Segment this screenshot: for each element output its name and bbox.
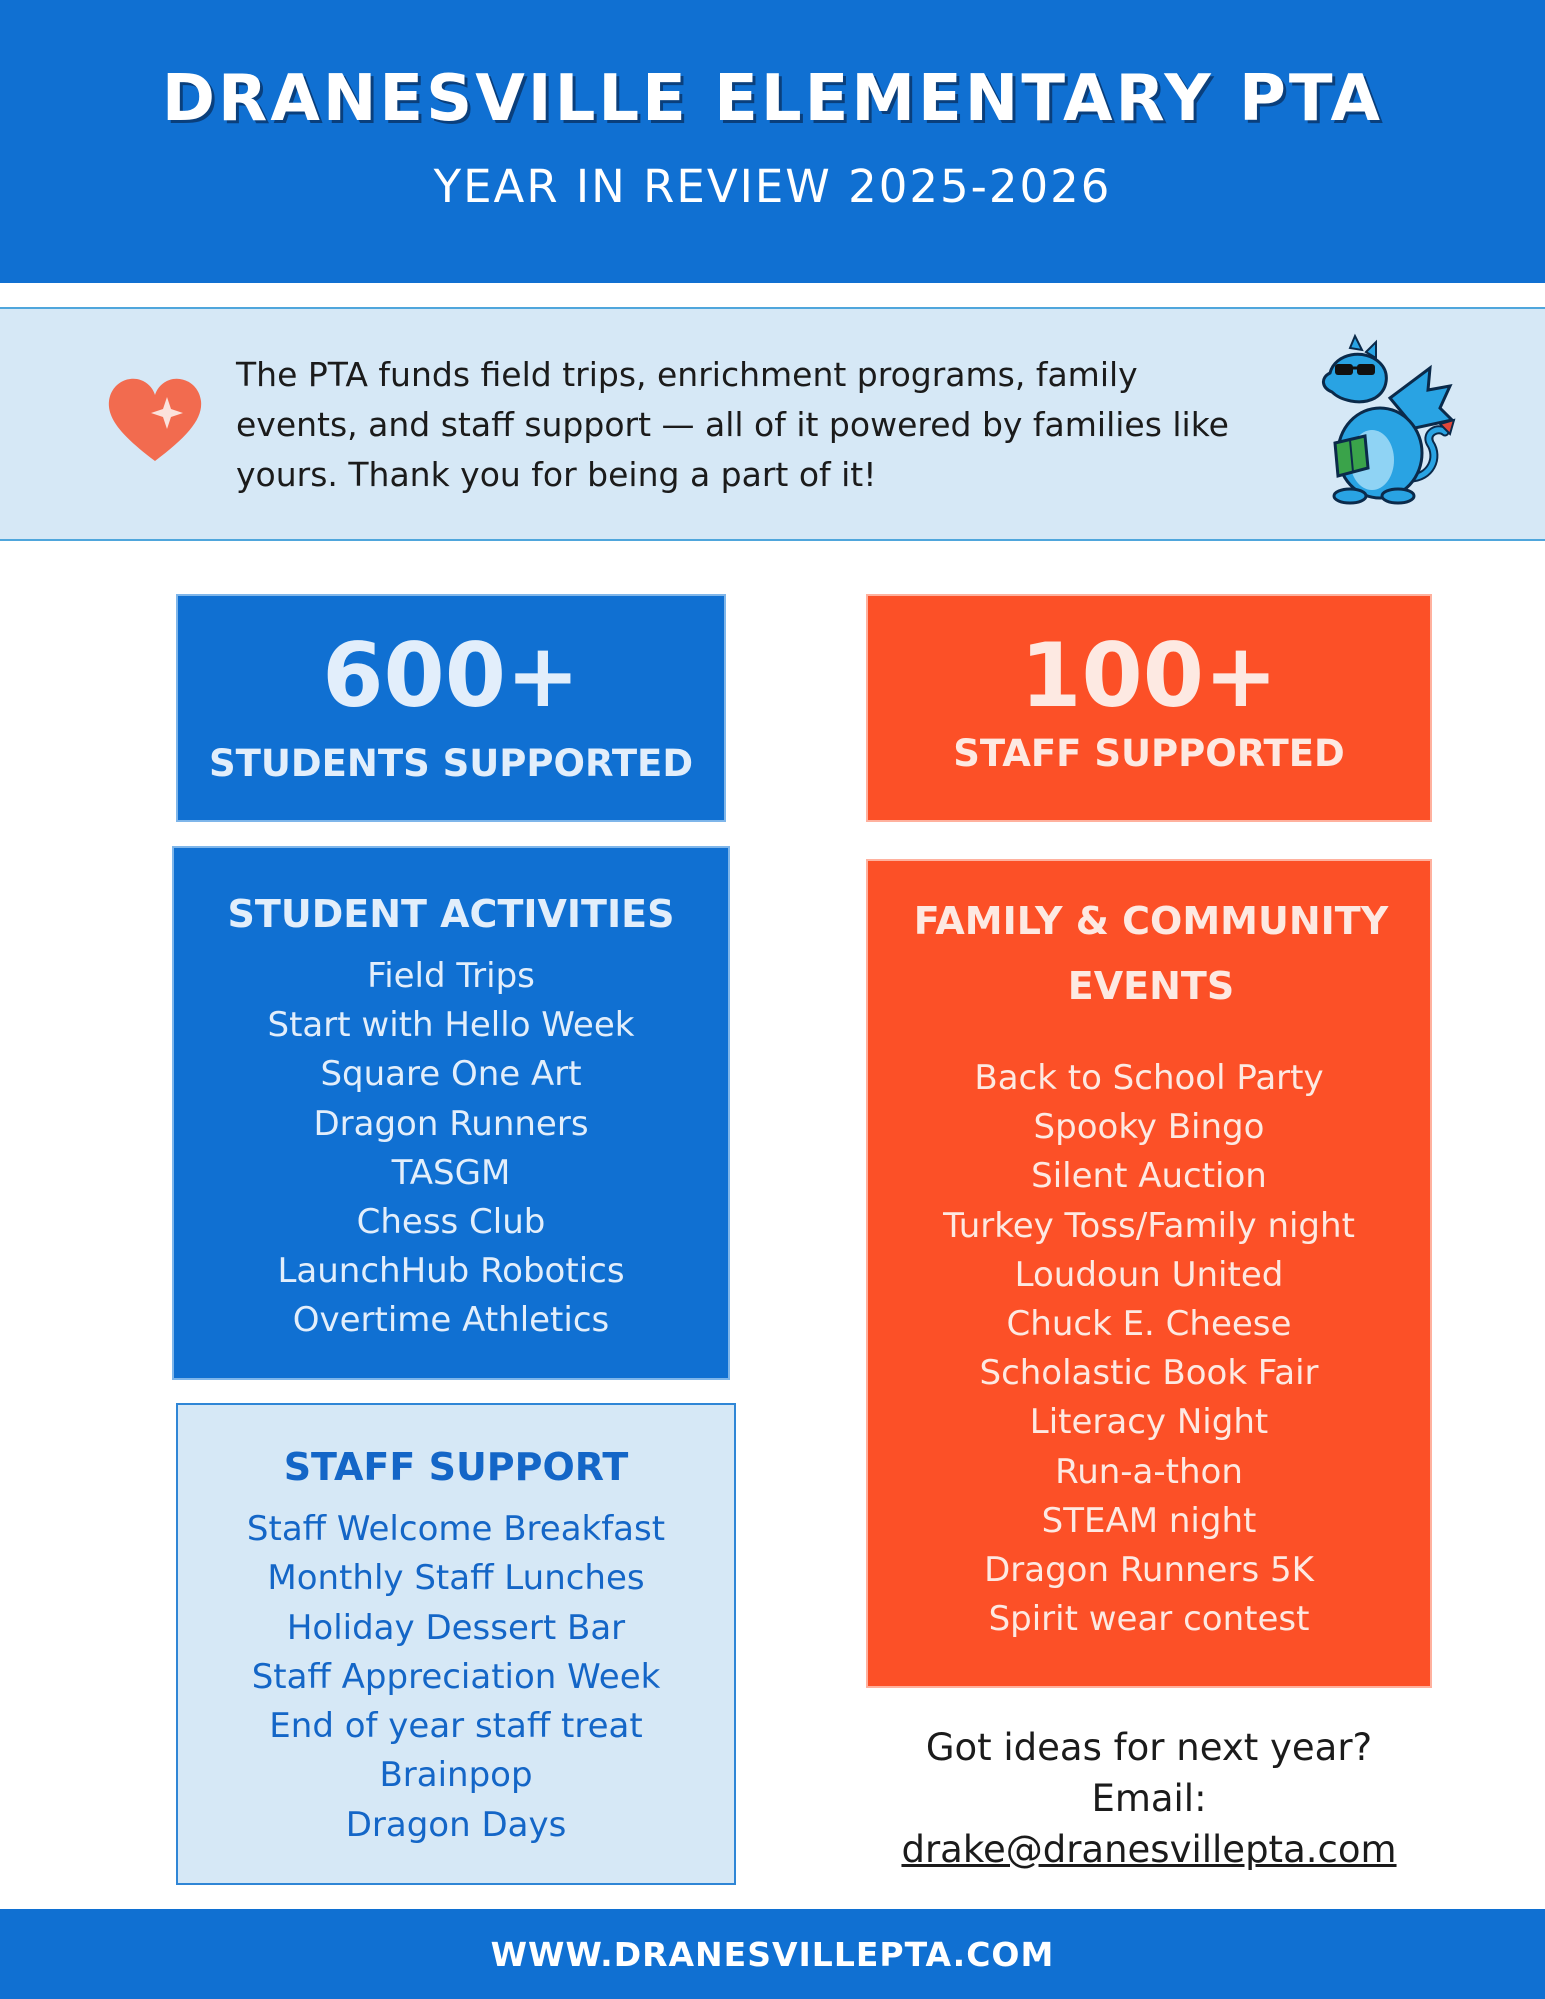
list-item: STEAM night [1041, 1500, 1257, 1541]
list-item: Back to School Party [974, 1058, 1324, 1098]
list-item: Overtime Athletics [292, 1300, 610, 1341]
student-activities-heading: STUDENT ACTIVITIES [227, 892, 675, 936]
heart-sparkle-icon [105, 375, 205, 465]
family-events-heading: FAMILY & COMMUNITY EVENTS [913, 899, 1389, 1008]
staff-support-list [178, 1505, 734, 1850]
contact-email-label: Email: [1091, 1777, 1207, 1820]
footer-banner [0, 1909, 1545, 1999]
staff-label: STAFF SUPPORTED [953, 732, 1345, 775]
staff-supported-stat [866, 594, 1432, 822]
contact-email-link[interactable]: drake@dranesvillepta.com [901, 1828, 1397, 1871]
list-item: Dragon Runners [313, 1103, 589, 1144]
list-item: Start with Hello Week [267, 1005, 635, 1046]
page-title: DRANESVILLE ELEMENTARY PTA [161, 62, 1384, 136]
family-events-list [868, 1054, 1430, 1644]
list-item: Field Trips [367, 956, 535, 996]
family-community-events-panel [866, 859, 1432, 1688]
header-banner [0, 0, 1545, 283]
list-item: Dragon Runners 5K [984, 1550, 1314, 1591]
list-item: Literacy Night [1029, 1402, 1269, 1443]
list-item: Spirit wear contest [988, 1599, 1310, 1640]
page-subtitle: YEAR IN REVIEW 2025-2026 [433, 160, 1112, 213]
list-item: Square One Art [320, 1054, 582, 1095]
list-item: End of year staff treat [269, 1706, 643, 1747]
list-item: Brainpop [379, 1755, 533, 1796]
list-item: Holiday Dessert Bar [286, 1607, 626, 1648]
list-item: Chess Club [356, 1202, 546, 1243]
list-item: Run-a-thon [1055, 1451, 1243, 1492]
intro-text: The PTA funds field trips, enrichment programs, family events, and staff support — all of it powered by families like yours. Thank you for being a part of it! [236, 355, 1229, 494]
students-label: STUDENTS SUPPORTED [208, 742, 694, 785]
list-item: Turkey Toss/Family night [943, 1205, 1355, 1246]
staff-support-panel [176, 1403, 736, 1885]
list-item: Staff Welcome Breakfast [246, 1509, 666, 1549]
list-item: Silent Auction [1031, 1156, 1267, 1197]
students-supported-stat [176, 594, 726, 822]
list-item: Dragon Days [345, 1804, 567, 1845]
list-item: Staff Appreciation Week [251, 1656, 661, 1697]
website-url[interactable]: WWW.DRANESVILLEPTA.COM [490, 1935, 1055, 1974]
list-item: Loudoun United [1014, 1254, 1284, 1295]
students-count: 600+ [322, 624, 580, 727]
list-item: Monthly Staff Lunches [267, 1558, 645, 1599]
list-item: TASGM [391, 1152, 511, 1193]
list-item: Spooky Bingo [1033, 1107, 1265, 1148]
staff-support-heading: STAFF SUPPORT [283, 1445, 629, 1489]
list-item: LaunchHub Robotics [277, 1251, 625, 1292]
contact-section [866, 1722, 1432, 1875]
student-activities-panel [172, 846, 730, 1380]
list-item: Scholastic Book Fair [979, 1353, 1319, 1394]
list-item: Chuck E. Cheese [1006, 1304, 1292, 1345]
contact-question: Got ideas for next year? [925, 1726, 1373, 1769]
staff-count: 100+ [1020, 624, 1278, 727]
student-activities-list [174, 952, 728, 1346]
dragon-mascot-icon [1280, 328, 1460, 508]
